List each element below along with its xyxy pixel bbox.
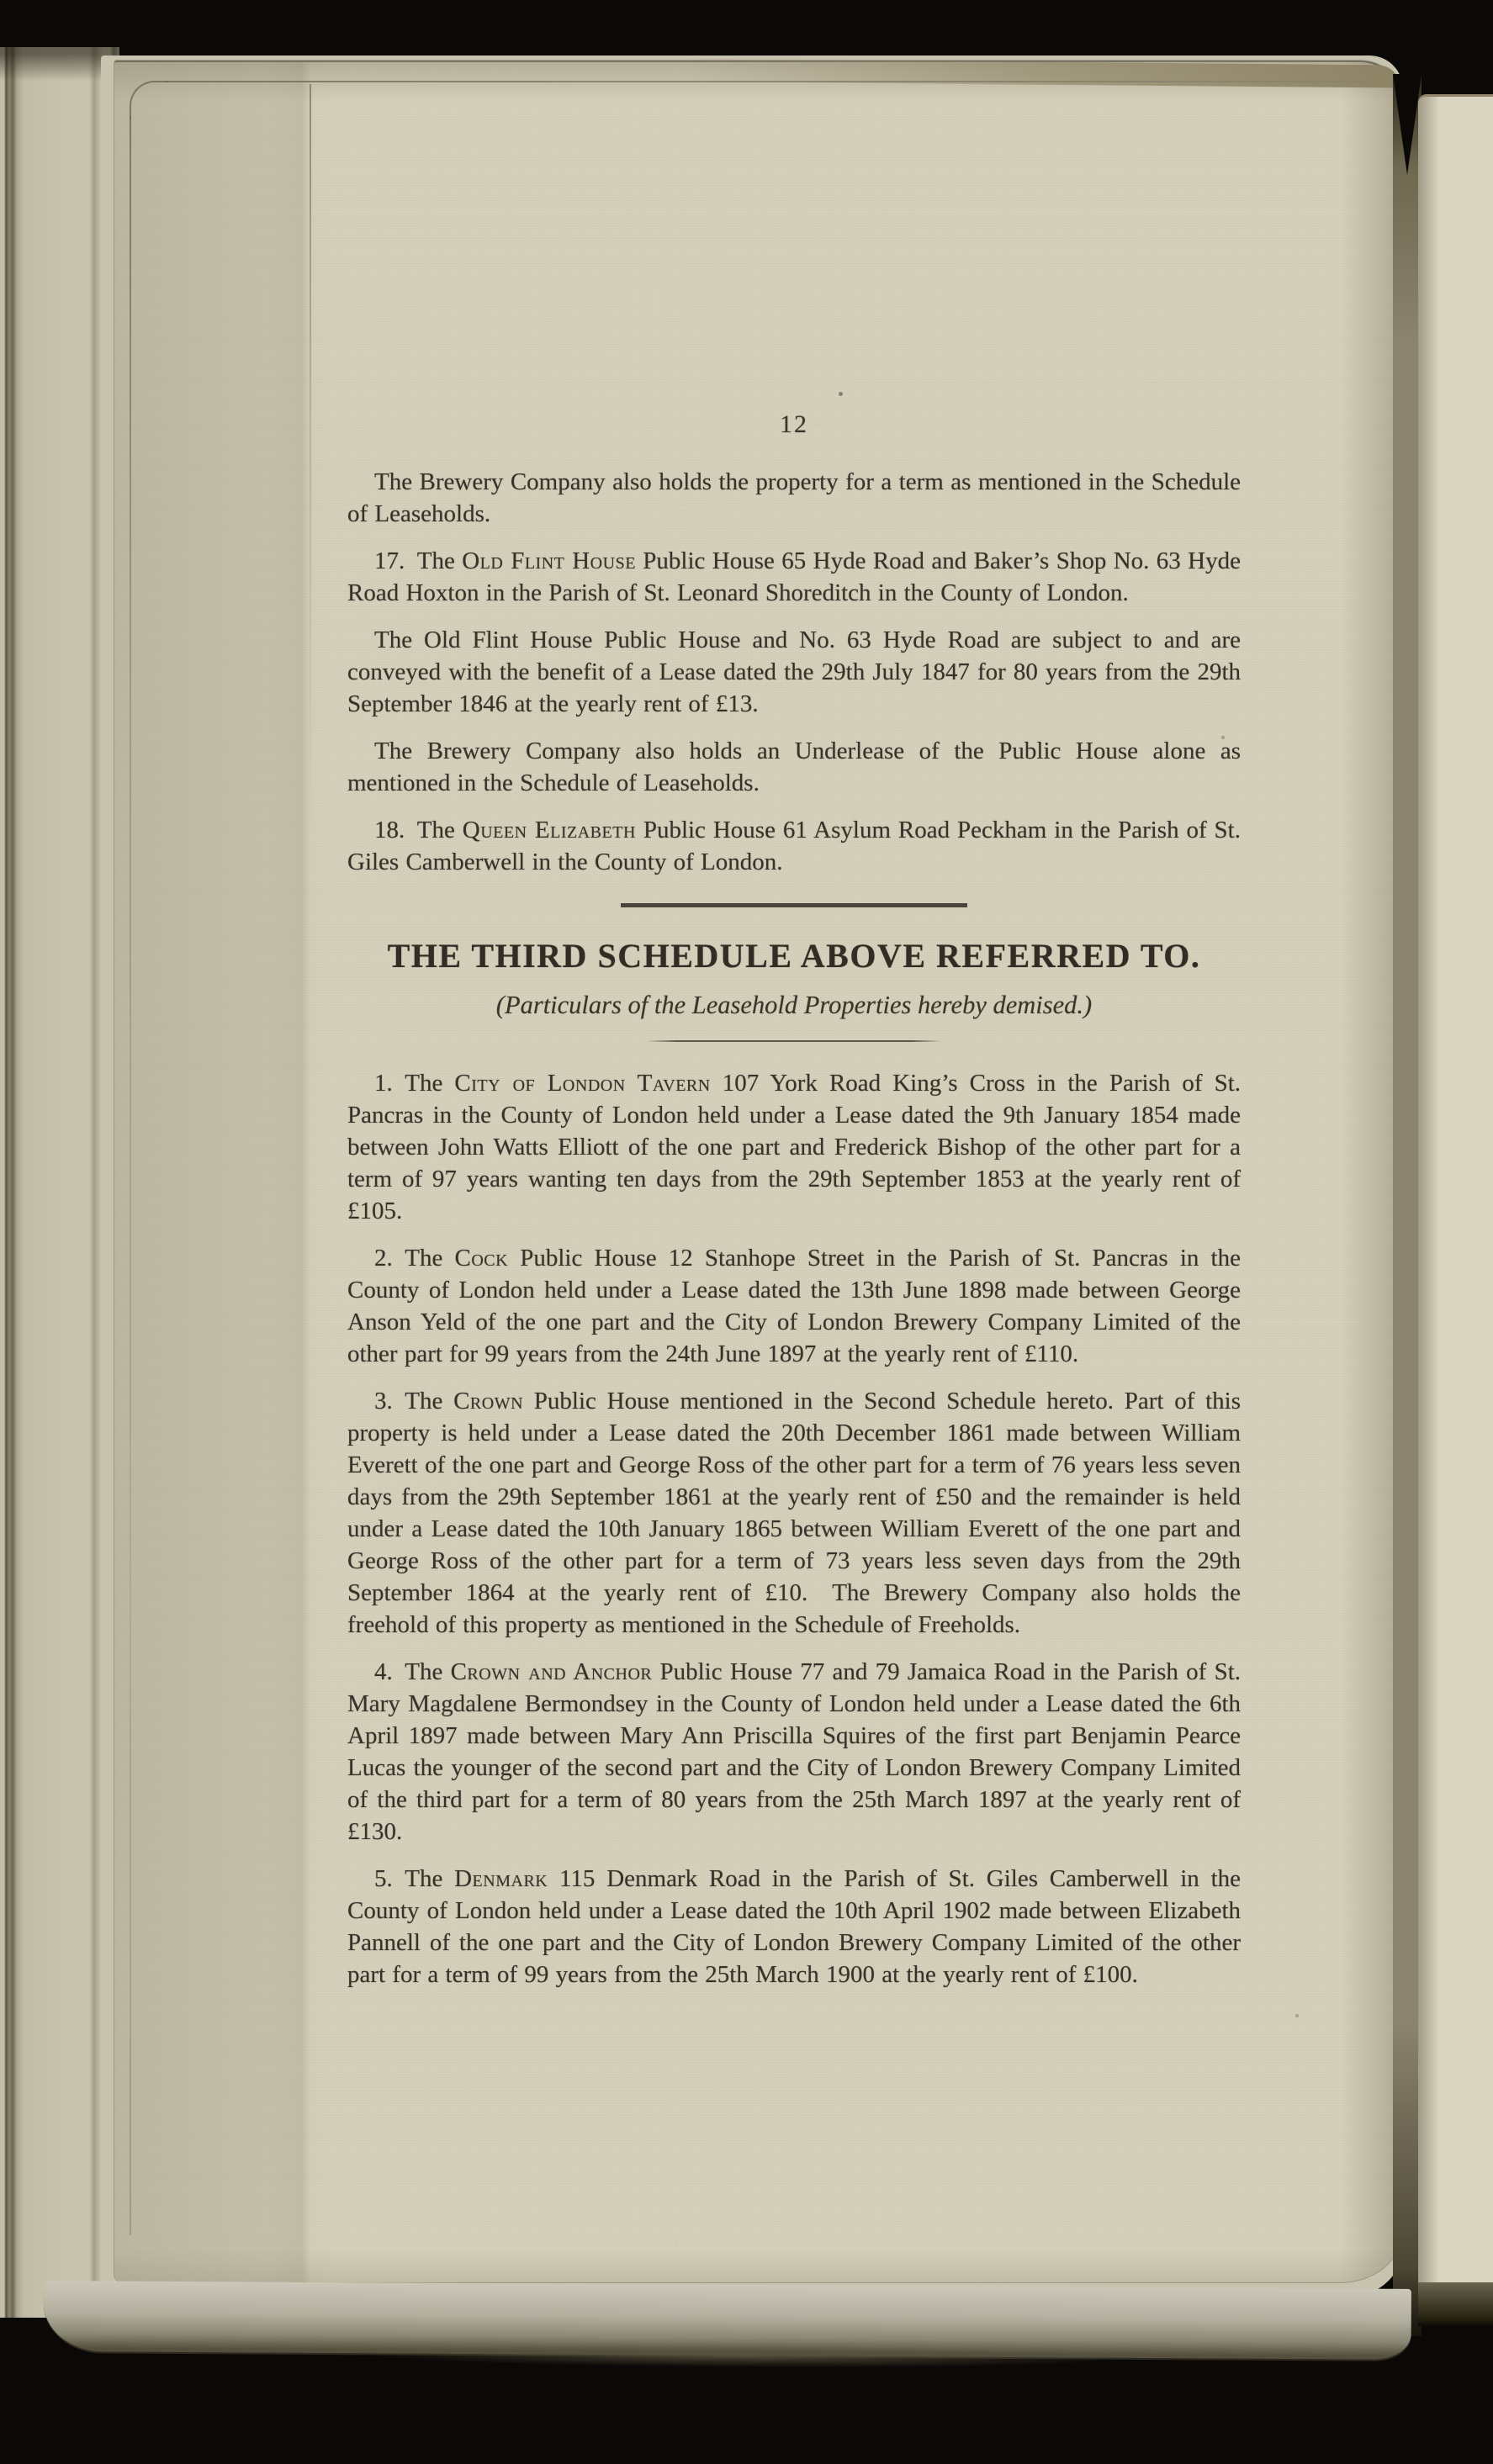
property-name: Cock <box>454 1245 509 1272</box>
paragraph <box>347 735 1241 799</box>
text-run: 4. The <box>374 1658 451 1685</box>
paragraph <box>347 1385 1241 1641</box>
text-run: Public House 12 Stanhope Street in the Parish of St. Pancras in the County of London held under a Lease dated the 13th June 1898 made between George Anson Yeld of the one part and the City of London Brewery Company Limited of the other part for 99 years from the 24th June 1897 at the yearly rent of £110. <box>347 1245 1241 1367</box>
paragraph <box>347 1863 1241 1991</box>
book-gutter-shadow <box>1393 76 1422 2336</box>
page-content <box>347 62 1241 2006</box>
text-run: 2. The <box>374 1245 455 1272</box>
text-run: The Old Flint House Public House and No. 63 Hyde Road are subject to and are conveyed with the benefit of a Lease dated the 29th July 1847 for 80 years from the 29th September 1846 at the yearly rent of £13. <box>347 627 1241 717</box>
text-run: 5. The <box>374 1865 455 1892</box>
scan-dust-speck <box>839 392 843 396</box>
schedule-items <box>347 1042 1241 1991</box>
page-curl-left-line <box>130 116 131 2235</box>
scan-dust-speck <box>1221 736 1225 739</box>
paragraph <box>347 466 1241 530</box>
page-number: 12 <box>780 410 808 438</box>
paragraph <box>347 624 1241 720</box>
property-name: Crown and Anchor <box>450 1658 653 1685</box>
text-run: Public House mentioned in the Second Schedule hereto. Part of this property is held under a Lease dated the 20th December 1861 made between William Everett of the one part and George Ross of the other part for a term of 76 years less seven days from the 29th September 1861 at the yearly rent of £50 and the remainder is held under a Lease dated the 10th January 1865 between William Everett of the one part and George Ross of the other part for a term of 73 years less seven days from the 29th September 1864 at the yearly rent of £10. The Brewery Company also holds the freehold of this property as mentioned in the Schedule of Freeholds. <box>347 1388 1242 1638</box>
property-name: Queen Elizabeth <box>462 817 636 843</box>
paragraph <box>347 1656 1241 1848</box>
property-name: Denmark <box>454 1865 548 1892</box>
book-bottom-edge <box>43 2281 1411 2360</box>
schedule-heading: THE THIRD SCHEDULE ABOVE REFERRED TO. <box>387 937 1201 975</box>
paragraph <box>347 814 1241 878</box>
text-run: 1. The <box>374 1070 455 1097</box>
property-name: Crown <box>453 1388 524 1414</box>
underpage-edge-line <box>310 84 311 841</box>
text-run: The Brewery Company also holds an Underlease of the Public House alone as mentioned in the Schedule of Leaseholds. <box>347 738 1241 796</box>
schedule-subtitle: (Particulars of the Leasehold Properties hereby demised.) <box>495 991 1093 1019</box>
text-run: 18. The <box>374 817 463 843</box>
adjacent-page-bottom-edge <box>1418 2282 1493 2326</box>
page-left-shading <box>114 62 310 2282</box>
text-run: Public House 65 Hyde Road and Baker’s Shop No. 63 Hyde Road Hoxton in the Parish of St. Leonard Shoreditch in the County of London. <box>347 547 1241 606</box>
text-run: Public House 77 and 79 Jamaica Road in the Parish of St. Mary Magdalene Bermondsey in the County of London held under a Lease dated the 6th April 1897 made between Mary Ann Priscilla Squires of the first part Benjamin Pearce Lucas the younger of the second part and the City of London Brewery Company Limited of the third part for a term of 80 years from the 25th March 1897 at the yearly rent of £130. <box>347 1658 1241 1845</box>
adjacent-page-edge <box>1418 94 1493 2282</box>
text-run: The Brewery Company also holds the property for a term as mentioned in the Schedule of Leaseholds. <box>347 468 1241 527</box>
paragraph <box>347 545 1241 609</box>
property-name: Old Flint House <box>462 547 636 574</box>
book-page <box>114 61 1400 2282</box>
text-run: 17. The <box>374 547 463 574</box>
paragraph <box>347 1242 1241 1370</box>
text-run: Public House 61 Asylum Road Peckham in the Parish of St. Giles Camberwell in the County of London. <box>347 817 1241 875</box>
text-run: 3. The <box>374 1388 454 1414</box>
section-divider-rule <box>621 903 967 907</box>
text-run: 107 York Road King’s Cross in the Parish of St. Pancras in the County of London held under a Lease dated the 9th January 1854 made between John Watts Elliott of the one part and Frederick Bishop of the other part for a term of 97 years wanting ten days from the 29th September 1853 at the yearly rent of £105. <box>347 1070 1241 1224</box>
intro-paragraphs <box>347 439 1241 878</box>
scan-dust-speck <box>1295 2014 1299 2017</box>
paragraph <box>347 1067 1241 1227</box>
text-run: 115 Denmark Road in the Parish of St. Giles Camberwell in the County of London held under a Lease dated the 10th April 1902 made between Elizabeth Pannell of the one part and the City of London Brewery Company Limited of the other part for a term of 99 years from the 25th March 1900 at the yearly rent of £100. <box>347 1865 1241 1988</box>
property-name: City of London Tavern <box>454 1070 711 1097</box>
